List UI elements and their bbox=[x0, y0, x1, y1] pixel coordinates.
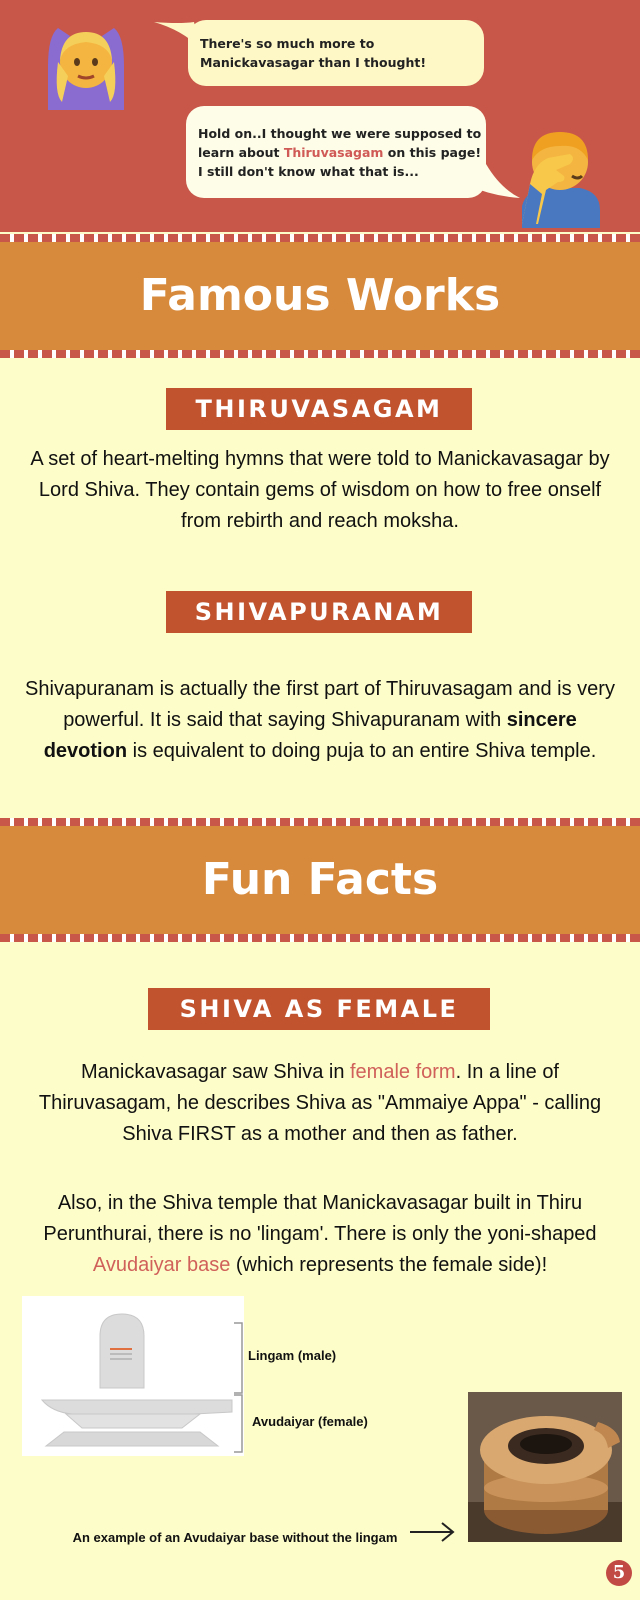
bubble-2-highlight: Thiruvasagam bbox=[283, 145, 384, 160]
dashed-border bbox=[0, 934, 640, 942]
lingam-diagram bbox=[22, 1296, 244, 1456]
bubble-1-text: There's so much more to Manickavasagar than I thought! bbox=[200, 36, 427, 70]
avudaiyar-bracket bbox=[234, 1394, 244, 1454]
avudaiyar-base-image bbox=[468, 1392, 622, 1542]
shivapuranam-text-part1: Shivapuranam is actually the first part of Thiruvasagam and is very powerful. It is said that saying Shivapuranam with bbox=[25, 678, 615, 731]
lingam-illustration bbox=[22, 1296, 244, 1456]
person-hands-on-head-icon bbox=[38, 16, 134, 112]
fun-facts-title: Fun Facts bbox=[201, 854, 439, 905]
shivapuranam-description bbox=[20, 674, 620, 767]
para1-highlight: female form bbox=[350, 1061, 456, 1083]
avudaiyar-photo bbox=[468, 1392, 622, 1542]
shivapuranam-label: SHIVAPURANAM bbox=[166, 591, 472, 633]
lingam-bracket bbox=[234, 1322, 244, 1394]
para1-part1: Manickavasagar saw Shiva in bbox=[80, 1061, 350, 1083]
para2-part1: Also, in the Shiva temple that Manickavasagar built in Thiru Perunthurai, there is no 'lingam'. There is only the yoni-shaped bbox=[43, 1192, 597, 1245]
example-caption: An example of an Avudaiyar base without the lingam bbox=[72, 1530, 398, 1545]
right-arrow-icon bbox=[408, 1520, 458, 1544]
fun-fact-paragraph-2 bbox=[20, 1188, 620, 1281]
bubble-2-text-part1: Hold on..I thought we were supposed to learn about bbox=[198, 126, 482, 160]
bubble-2-text-part2: on this page! I still don't know what that is... bbox=[198, 145, 482, 179]
dashed-border bbox=[0, 818, 640, 826]
para1-part2: . In a line of Thiruvasagam, he describes Shiva as "Ammaiye Appa" - calling Shiva FIRST as a mother and then as father. bbox=[38, 1061, 602, 1145]
shivapuranam-text-part2: is equivalent to doing puja to an entire Shiva temple. bbox=[127, 740, 597, 762]
page-number-badge: 5 bbox=[606, 1560, 632, 1586]
para2-highlight: Avudaiyar base bbox=[92, 1254, 231, 1276]
fun-fact-paragraph-1 bbox=[20, 1057, 620, 1150]
avudaiyar-label: Avudaiyar (female) bbox=[252, 1414, 368, 1429]
person-facepalming-icon bbox=[516, 124, 604, 228]
thiruvasagam-label: THIRUVASAGAM bbox=[166, 388, 472, 430]
lingam-label: Lingam (male) bbox=[248, 1348, 337, 1363]
thiruvasagam-description: A set of heart-melting hymns that were told to Manickavasagar by Lord Shiva. They contain gems of wisdom on how to free onself from rebirth and reach moksha. bbox=[30, 448, 610, 532]
famous-works-title: Famous Works bbox=[139, 270, 501, 321]
dashed-border bbox=[0, 234, 640, 242]
dashed-border bbox=[0, 350, 640, 358]
para2-part2: (which represents the female side)! bbox=[230, 1254, 548, 1276]
speech-bubble-2 bbox=[186, 106, 486, 198]
shivapuranam-bold-text: sincere devotion bbox=[43, 709, 577, 762]
shiva-as-female-label: SHIVA AS FEMALE bbox=[148, 988, 490, 1030]
dialogue-banner bbox=[0, 0, 640, 232]
speech-bubble-1 bbox=[188, 20, 484, 86]
